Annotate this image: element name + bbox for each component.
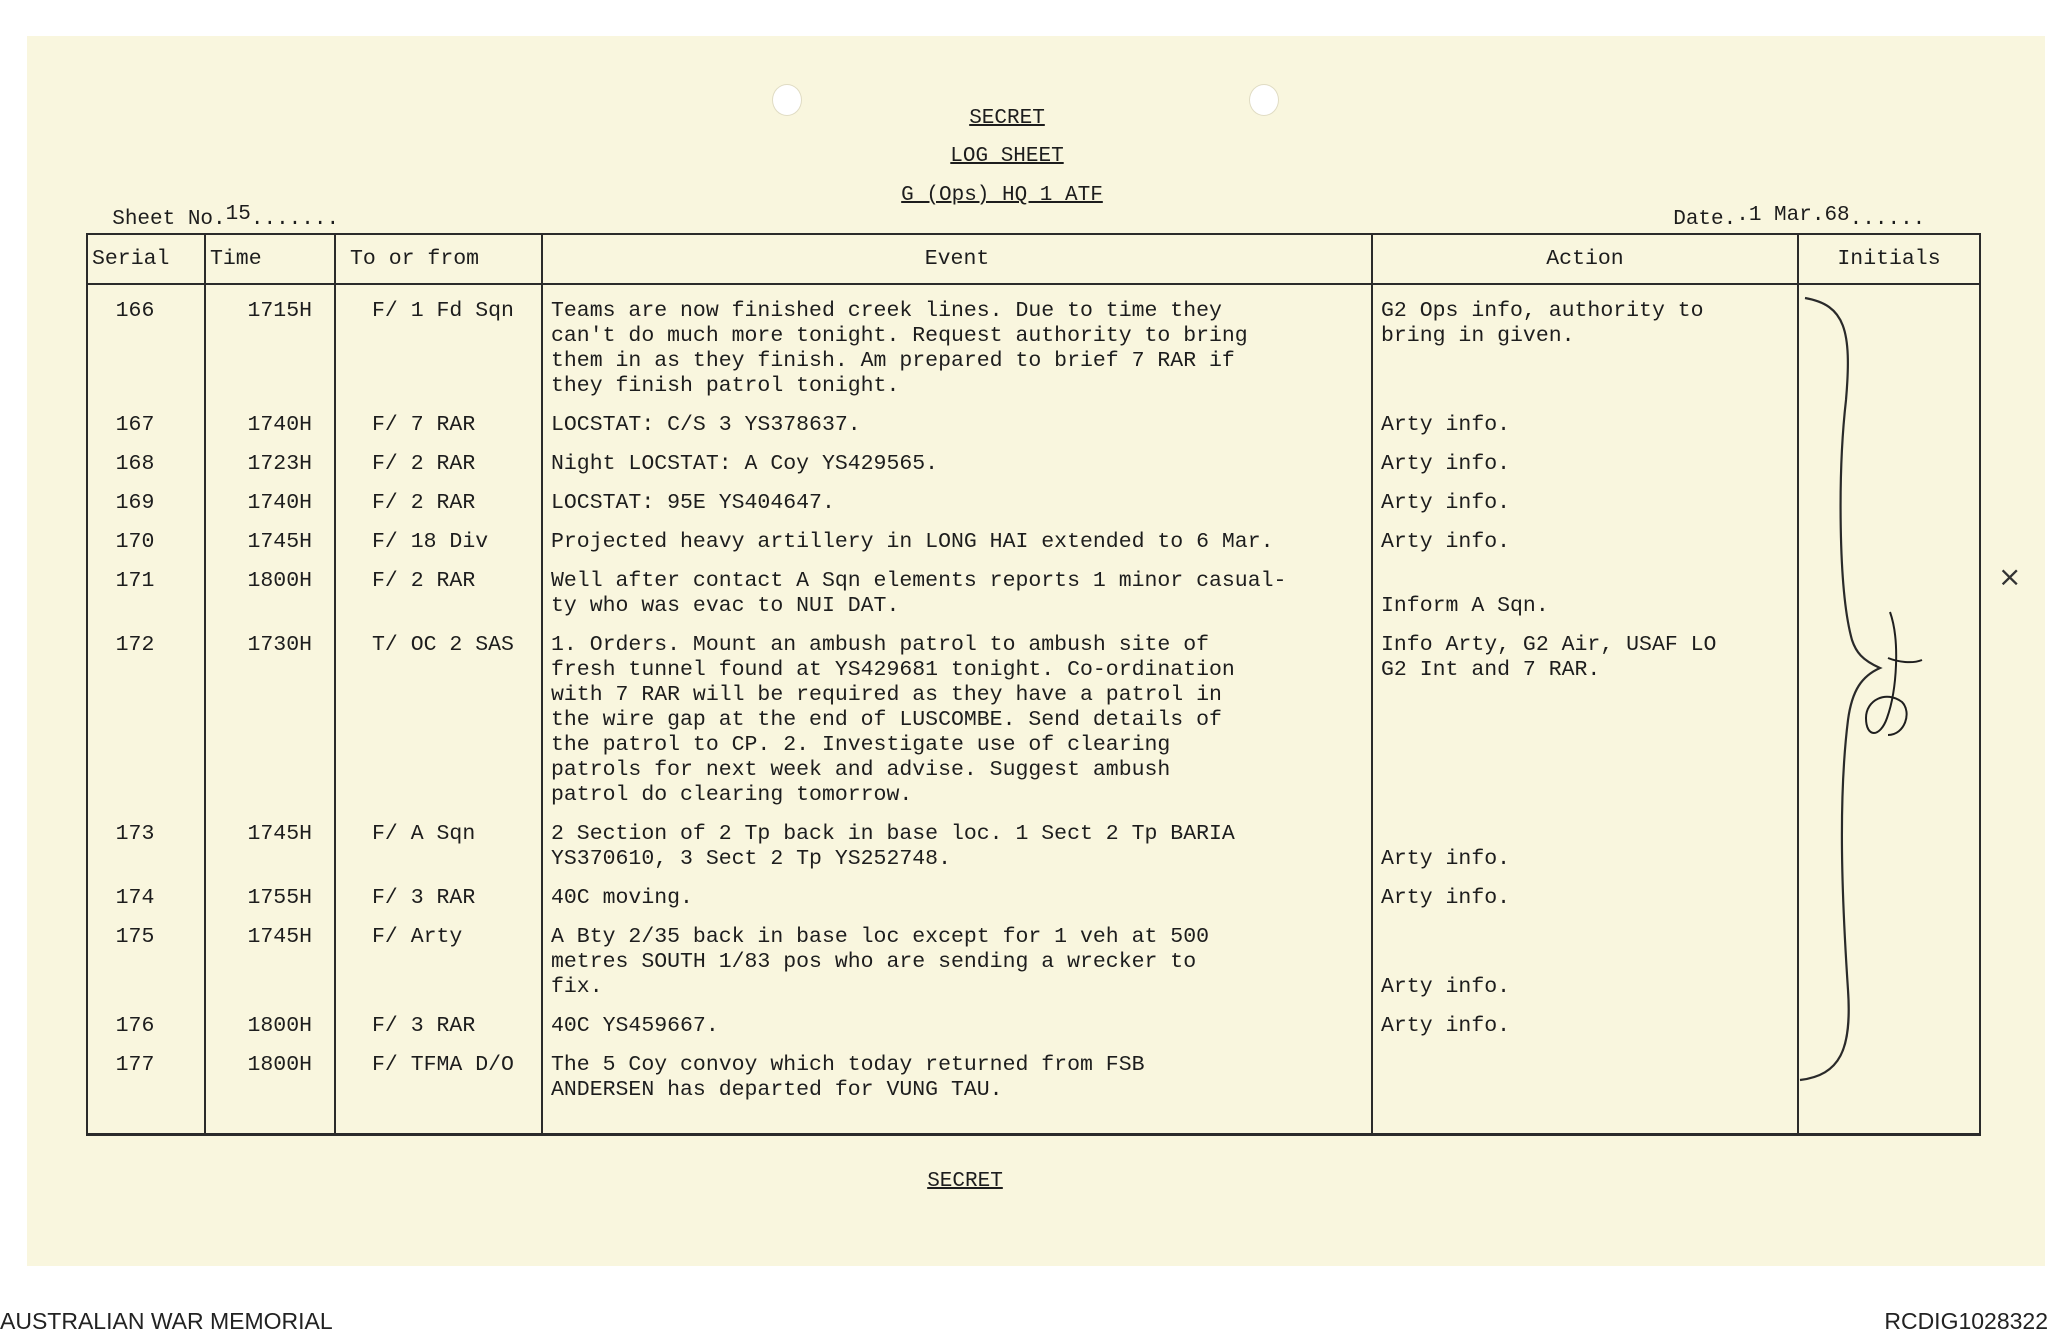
table-row bbox=[87, 284, 1980, 409]
margin-mark: × bbox=[1998, 560, 2022, 593]
punch-hole-left bbox=[772, 84, 802, 116]
cell-event: A Bty 2/35 back in base loc except for 1 veh at 500 metres SOUTH 1/83 pos who are sending a wrecker to fix. bbox=[542, 921, 1372, 1010]
cell-action: Inform A Sqn. bbox=[1372, 565, 1798, 629]
cell-serial: 169 bbox=[87, 487, 205, 526]
cell-initials bbox=[1798, 526, 1980, 565]
cell-initials bbox=[1798, 1049, 1980, 1135]
cell-to-from: F/ 1 Fd Sqn bbox=[335, 284, 542, 409]
cell-to-from: F/ 2 RAR bbox=[335, 448, 542, 487]
cell-time: 1755H bbox=[205, 882, 335, 921]
cell-action: Arty info. bbox=[1372, 448, 1798, 487]
cell-serial: 168 bbox=[87, 448, 205, 487]
table-header-row bbox=[87, 234, 1980, 284]
cell-initials bbox=[1798, 565, 1980, 629]
date-field bbox=[1648, 184, 1925, 232]
table-row bbox=[87, 409, 1980, 448]
cell-action: Arty info. bbox=[1372, 921, 1798, 1010]
cell-serial: 171 bbox=[87, 565, 205, 629]
cell-initials bbox=[1798, 1010, 1980, 1049]
table-row bbox=[87, 818, 1980, 882]
cell-initials bbox=[1798, 818, 1980, 882]
table-row bbox=[87, 629, 1980, 818]
cell-time: 1740H bbox=[205, 409, 335, 448]
cell-event: Night LOCSTAT: A Coy YS429565. bbox=[542, 448, 1372, 487]
table-row bbox=[87, 565, 1980, 629]
cell-action: Info Arty, G2 Air, USAF LO G2 Int and 7 RAR. bbox=[1372, 629, 1798, 818]
table-row bbox=[87, 487, 1980, 526]
column-header-time: Time bbox=[205, 234, 335, 284]
cell-action: Arty info. bbox=[1372, 1010, 1798, 1049]
classification-bottom: SECRET bbox=[927, 1170, 1003, 1193]
cell-initials bbox=[1798, 284, 1980, 409]
cell-event: 40C moving. bbox=[542, 882, 1372, 921]
cell-event: Projected heavy artillery in LONG HAI extended to 6 Mar. bbox=[542, 526, 1372, 565]
cell-time: 1745H bbox=[205, 818, 335, 882]
cell-serial: 174 bbox=[87, 882, 205, 921]
date-label: Date. bbox=[1673, 208, 1737, 231]
cell-event: Teams are now finished creek lines. Due to time they can't do much more tonight. Request authority to bring them in as they finish. Am prepared to brief 7 RAR if they finish patrol tonight. bbox=[542, 284, 1372, 409]
cell-serial: 177 bbox=[87, 1049, 205, 1135]
table-row bbox=[87, 921, 1980, 1010]
cell-serial: 173 bbox=[87, 818, 205, 882]
column-header-action: Action bbox=[1372, 234, 1798, 284]
sheet-label: Sheet No. bbox=[112, 208, 226, 231]
cell-time: 1740H bbox=[205, 487, 335, 526]
cell-to-from: F/ 2 RAR bbox=[335, 487, 542, 526]
cell-initials bbox=[1798, 921, 1980, 1010]
cell-initials bbox=[1798, 487, 1980, 526]
cell-serial: 167 bbox=[87, 409, 205, 448]
cell-event: The 5 Coy convoy which today returned from FSB ANDERSEN has departed for VUNG TAU. bbox=[542, 1049, 1372, 1135]
cell-to-from: F/ 18 Div bbox=[335, 526, 542, 565]
cell-time: 1800H bbox=[205, 565, 335, 629]
cell-action bbox=[1372, 1049, 1798, 1135]
cell-action: Arty info. bbox=[1372, 882, 1798, 921]
column-header-serial: Serial bbox=[87, 234, 205, 284]
cell-to-from: F/ A Sqn bbox=[335, 818, 542, 882]
cell-to-from: T/ OC 2 SAS bbox=[335, 629, 542, 818]
cell-to-from: F/ 3 RAR bbox=[335, 882, 542, 921]
cell-action: Arty info. bbox=[1372, 818, 1798, 882]
cell-action: Arty info. bbox=[1372, 487, 1798, 526]
sheet-dots: ....... bbox=[250, 208, 340, 231]
log-body bbox=[87, 284, 1980, 1135]
log-table bbox=[86, 233, 1981, 1136]
cell-event: Well after contact A Sqn elements reports 1 minor casual- ty who was evac to NUI DAT. bbox=[542, 565, 1372, 629]
column-header-event: Event bbox=[542, 234, 1372, 284]
footer-right: RCDIG1028322 bbox=[1884, 1308, 2048, 1334]
table-row bbox=[87, 1010, 1980, 1049]
unit-name: G (Ops) HQ 1 ATF bbox=[901, 184, 1103, 207]
cell-event: 40C YS459667. bbox=[542, 1010, 1372, 1049]
cell-event: LOCSTAT: 95E YS404647. bbox=[542, 487, 1372, 526]
cell-to-from: F/ 7 RAR bbox=[335, 409, 542, 448]
cell-initials bbox=[1798, 448, 1980, 487]
cell-action: G2 Ops info, authority to bring in given. bbox=[1372, 284, 1798, 409]
cell-action: Arty info. bbox=[1372, 526, 1798, 565]
cell-time: 1730H bbox=[205, 629, 335, 818]
sheet-number: 15 bbox=[225, 203, 251, 226]
punch-hole-right bbox=[1249, 84, 1279, 116]
table-row bbox=[87, 882, 1980, 921]
cell-serial: 172 bbox=[87, 629, 205, 818]
table-row bbox=[87, 526, 1980, 565]
footer-left: AUSTRALIAN WAR MEMORIAL bbox=[0, 1308, 333, 1334]
cell-time: 1800H bbox=[205, 1010, 335, 1049]
column-header-to-from: To or from bbox=[335, 234, 542, 284]
table-row bbox=[87, 448, 1980, 487]
sheet-number-field bbox=[87, 184, 339, 232]
cell-initials bbox=[1798, 882, 1980, 921]
page-title: LOG SHEET bbox=[950, 145, 1064, 168]
cell-serial: 166 bbox=[87, 284, 205, 409]
cell-to-from: F/ 3 RAR bbox=[335, 1010, 542, 1049]
cell-time: 1715H bbox=[205, 284, 335, 409]
cell-initials bbox=[1798, 409, 1980, 448]
cell-to-from: F/ Arty bbox=[335, 921, 542, 1010]
cell-serial: 175 bbox=[87, 921, 205, 1010]
cell-serial: 176 bbox=[87, 1010, 205, 1049]
cell-event: 2 Section of 2 Tp back in base loc. 1 Sect 2 Tp BARIA YS370610, 3 Sect 2 Tp YS252748. bbox=[542, 818, 1372, 882]
cell-to-from: F/ TFMA D/O bbox=[335, 1049, 542, 1135]
date-dots: ...... bbox=[1849, 208, 1926, 231]
classification-top: SECRET bbox=[969, 107, 1045, 130]
cell-initials bbox=[1798, 629, 1980, 818]
cell-event: LOCSTAT: C/S 3 YS378637. bbox=[542, 409, 1372, 448]
cell-serial: 170 bbox=[87, 526, 205, 565]
cell-time: 1745H bbox=[205, 526, 335, 565]
table-row bbox=[87, 1049, 1980, 1135]
cell-to-from: F/ 2 RAR bbox=[335, 565, 542, 629]
cell-time: 1745H bbox=[205, 921, 335, 1010]
column-header-initials: Initials bbox=[1798, 234, 1980, 284]
date-value: .1 Mar.68 bbox=[1736, 204, 1850, 227]
cell-time: 1723H bbox=[205, 448, 335, 487]
cell-event: 1. Orders. Mount an ambush patrol to ambush site of fresh tunnel found at YS429681 tonight. Co-ordination with 7 RAR will be required as they have a patrol in the wire gap at the end of LUSCOMBE. Send details of the patrol to CP. 2. Investigate use of clearing patrols for next week and advise. Suggest ambush patrol do clearing tomorrow. bbox=[542, 629, 1372, 818]
cell-action: Arty info. bbox=[1372, 409, 1798, 448]
cell-time: 1800H bbox=[205, 1049, 335, 1135]
